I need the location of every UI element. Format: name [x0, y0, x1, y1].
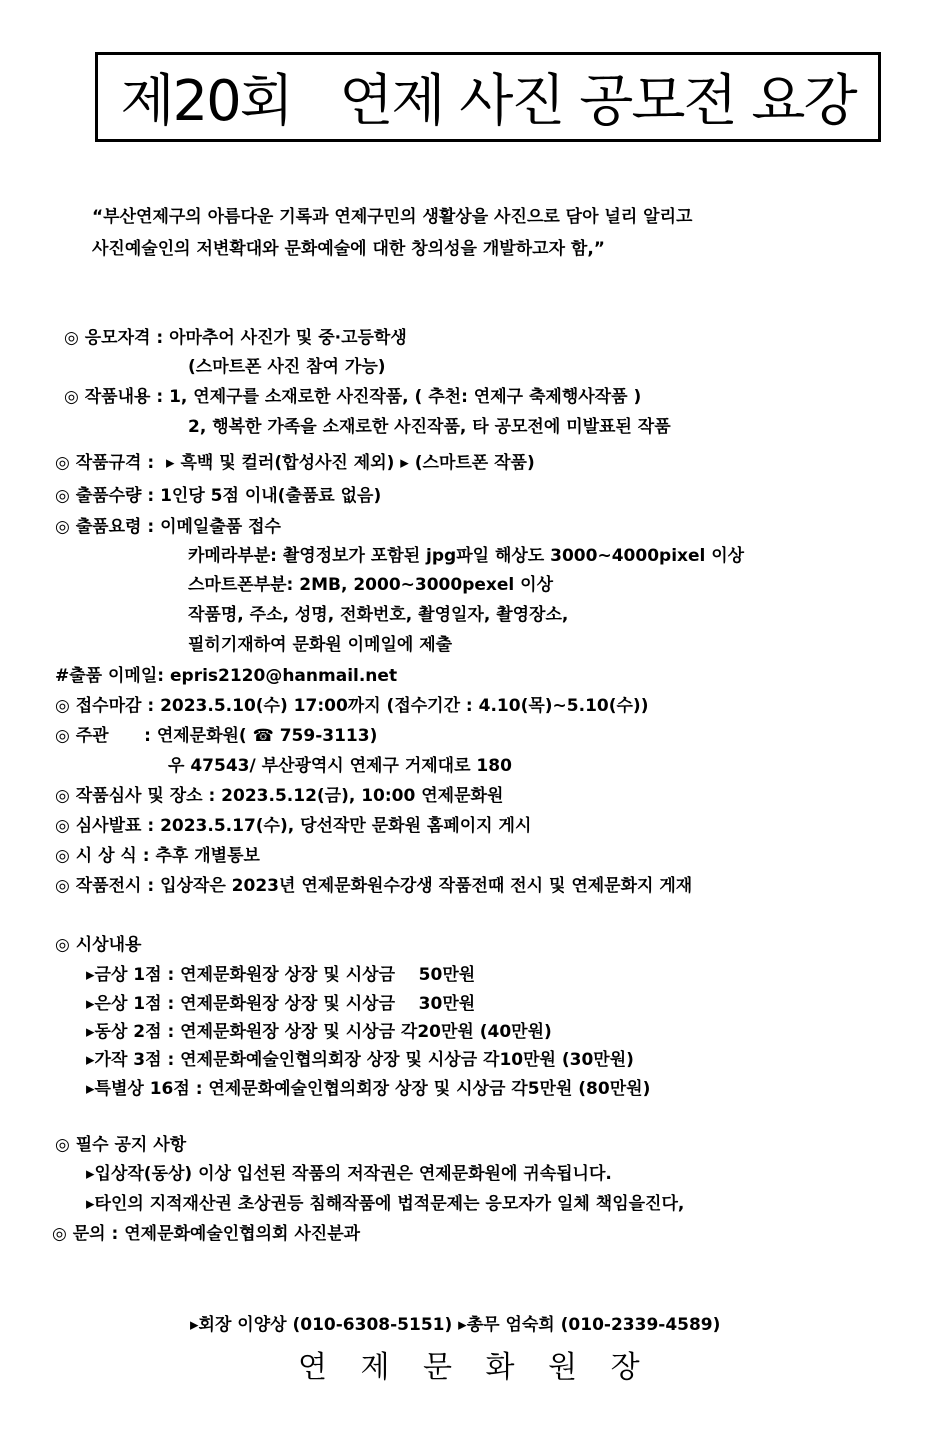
smartphone-spec: 스마트폰부분: 2MB, 2000~3000pexel 이상 — [188, 575, 553, 595]
deadline: ◎ 접수마감 : 2023.5.10(수) 17:00까지 (접수기간 : 4.10(목)~5.10(수)) — [55, 696, 649, 716]
signature: 연 제 문 화 원 장 — [298, 1350, 652, 1385]
notice-liability: ▸타인의 지적재산권 초상권등 침해작품에 법적문제는 응모자가 일체 책임을진다, — [86, 1194, 685, 1214]
content-item-2: 2, 행복한 가족을 소재로한 사진작품, 타 공모전에 미발표된 작품 — [188, 417, 671, 437]
exhibition: ◎ 작품전시 : 입상작은 2023년 연제문화원수강생 작품전때 전시 및 연제문화지 게재 — [55, 876, 693, 896]
award-bronze: ▸동상 2점 : 연제문화원장 상장 및 시상금 각20만원 (40만원) — [86, 1022, 552, 1042]
title-box — [95, 52, 881, 142]
eligibility: ◎ 응모자격 : 아마추어 사진가 및 중·고등학생 — [64, 328, 407, 348]
organizer: ◎ 주관 : 연제문화원( ☎ 759-3113) — [55, 726, 378, 746]
required-info-note: 필히기재하여 문화원 이메일에 제출 — [188, 635, 453, 655]
judging: ◎ 작품심사 및 장소 : 2023.5.12(금), 10:00 연제문화원 — [55, 786, 504, 806]
contacts: ▸회장 이양상 (010-6308-5151) ▸총무 엄숙희 (010-2339-4589) — [190, 1315, 721, 1335]
inquiry: ◎ 문의 : 연제문화예술인협의회 사진분과 — [52, 1224, 361, 1244]
ceremony: ◎ 시 상 식 : 추후 개별통보 — [55, 846, 260, 866]
notice-copyright: ▸입상작(동상) 이상 입선된 작품의 저작권은 연제문화원에 귀속됩니다. — [86, 1164, 612, 1184]
submission-method: ◎ 출품요령 : 이메일출품 접수 — [55, 517, 281, 537]
intro-line-1: “부산연제구의 아름다운 기록과 연제구민의 생활상을 사진으로 담아 널리 알리고 — [92, 207, 693, 227]
organizer-address: 우 47543/ 부산광역시 연제구 거제대로 180 — [168, 756, 512, 776]
notice-heading: ◎ 필수 공지 사항 — [55, 1135, 187, 1155]
submission-email: #출품 이메일: epris2120@hanmail.net — [55, 666, 398, 686]
eligibility-note: (스마트폰 사진 참여 가능) — [188, 357, 386, 377]
award-honorable: ▸가작 3점 : 연제문화예술인협의회장 상장 및 시상금 각10만원 (30만원) — [86, 1050, 634, 1070]
specification: ◎ 작품규격 : ▸ 흑백 및 컬러(합성사진 제외) ▸ (스마트폰 작품) — [55, 453, 535, 473]
required-info: 작품명, 주소, 성명, 전화번호, 촬영일자, 촬영장소, — [188, 605, 569, 625]
award-silver: ▸은상 1점 : 연제문화원장 상장 및 시상금 30만원 — [86, 994, 476, 1014]
award-gold: ▸금상 1점 : 연제문화원장 상장 및 시상금 50만원 — [86, 965, 476, 985]
content-item-1: ◎ 작품내용 : 1, 연제구를 소재로한 사진작품, ( 추천: 연제구 축제행사작품 ) — [64, 387, 642, 407]
announcement: ◎ 심사발표 : 2023.5.17(수), 당선작만 문화원 홈페이지 게시 — [55, 816, 532, 836]
page-title: 제20회 연제 사진 공모전 요강 — [120, 69, 856, 134]
camera-spec: 카메라부분: 촬영정보가 포함된 jpg파일 해상도 3000~4000pixel 이상 — [188, 546, 745, 566]
intro-line-2: 사진예술인의 저변확대와 문화예술에 대한 창의성을 개발하고자 함,” — [92, 239, 605, 259]
award-special: ▸특별상 16점 : 연제문화예술인협의회장 상장 및 시상금 각5만원 (80만원) — [86, 1079, 651, 1099]
quantity: ◎ 출품수량 : 1인당 5점 이내(출품료 없음) — [55, 486, 382, 506]
awards-heading: ◎ 시상내용 — [55, 935, 142, 955]
